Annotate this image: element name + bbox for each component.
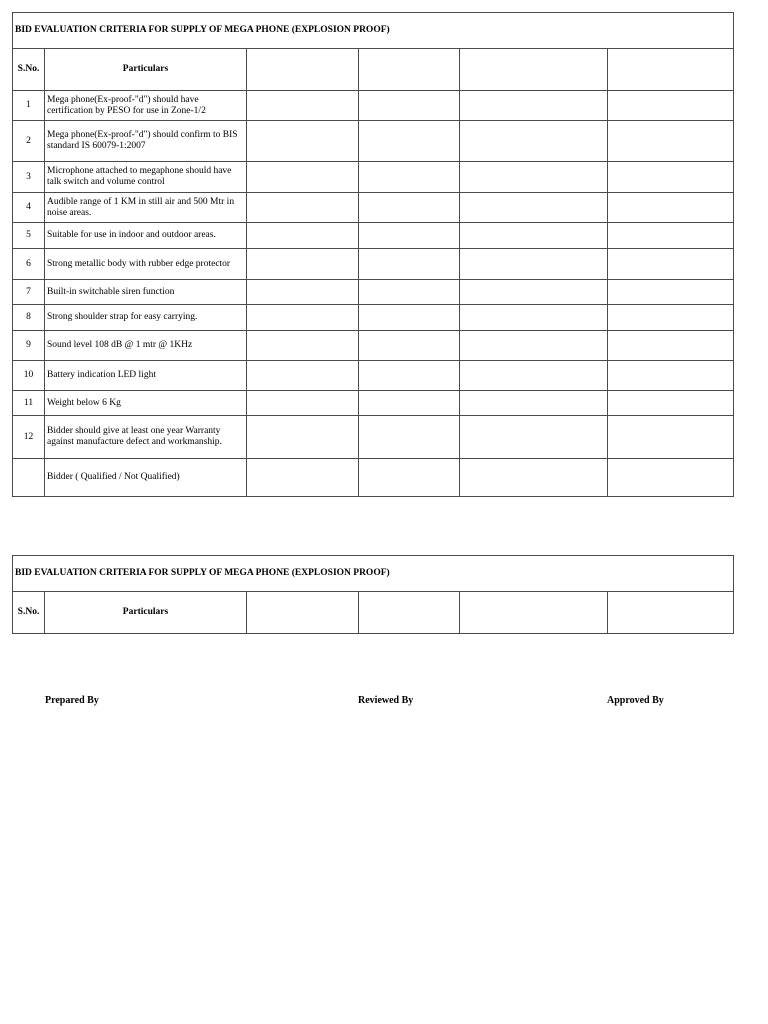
row-sno: 1 [13, 91, 45, 121]
bidder-column-cell [460, 223, 608, 249]
bidder-column-cell [460, 331, 608, 361]
bidder-column-cell [608, 223, 734, 249]
table-row [13, 391, 734, 416]
table-title: BID EVALUATION CRITERIA FOR SUPPLY OF MEGA PHONE (EXPLOSION PROOF) [13, 13, 734, 49]
bidder-column-cell [608, 391, 734, 416]
bidder-column-cell [359, 193, 460, 223]
bidder-column-cell [247, 305, 359, 331]
sno-header: S.No. [13, 49, 45, 91]
table-title: BID EVALUATION CRITERIA FOR SUPPLY OF MEGA PHONE (EXPLOSION PROOF) [13, 556, 734, 592]
bidder-column-cell [460, 249, 608, 280]
bidder-column-cell [247, 331, 359, 361]
bidder-column-cell [460, 193, 608, 223]
row-sno: 9 [13, 331, 45, 361]
row-particulars: Bidder ( Qualified / Not Qualified) [45, 459, 247, 497]
bidder-column-cell [247, 592, 359, 634]
row-particulars: Audible range of 1 KM in still air and 500 Mtr in noise areas. [45, 193, 247, 223]
bidder-column-cell [359, 223, 460, 249]
row-sno: 6 [13, 249, 45, 280]
bidder-column-cell [247, 416, 359, 459]
bidder-column-cell [359, 91, 460, 121]
bidder-column-cell [359, 162, 460, 193]
row-particulars: Battery indication LED light [45, 361, 247, 391]
bidder-column-cell [460, 91, 608, 121]
bidder-column-cell [608, 459, 734, 497]
table-row [13, 331, 734, 361]
row-particulars: Mega phone(Ex-proof-"d") should confirm to BIS standard IS 60079-1:2007 [45, 121, 247, 162]
bidder-column-cell [608, 49, 734, 91]
reviewed-by-label: Reviewed By [358, 695, 414, 706]
bidder-column-cell [359, 416, 460, 459]
bidder-column-cell [608, 280, 734, 305]
row-particulars: Sound level 108 dB @ 1 mtr @ 1KHz [45, 331, 247, 361]
bidder-column-cell [608, 193, 734, 223]
bidder-column-cell [460, 361, 608, 391]
bidder-column-cell [460, 459, 608, 497]
bidder-column-cell [247, 193, 359, 223]
bidder-column-cell [460, 592, 608, 634]
bidder-column-cell [247, 121, 359, 162]
bidder-column-cell [247, 49, 359, 91]
bidder-column-cell [359, 280, 460, 305]
bidder-column-cell [359, 121, 460, 162]
particulars-header: Particulars [45, 592, 247, 634]
bidder-column-cell [247, 280, 359, 305]
row-sno: 8 [13, 305, 45, 331]
row-particulars: Strong metallic body with rubber edge protector [45, 249, 247, 280]
bidder-column-cell [359, 49, 460, 91]
bidder-column-cell [460, 416, 608, 459]
bidder-column-cell [608, 305, 734, 331]
bidder-column-cell [608, 162, 734, 193]
bidder-column-cell [608, 592, 734, 634]
bidder-column-cell [359, 592, 460, 634]
bidder-column-cell [460, 391, 608, 416]
bidder-column-cell [359, 459, 460, 497]
bidder-column-cell [608, 331, 734, 361]
bidder-column-cell [608, 416, 734, 459]
row-particulars: Weight below 6 Kg [45, 391, 247, 416]
bidder-column-cell [359, 305, 460, 331]
table-row [13, 223, 734, 249]
bidder-column-cell [460, 305, 608, 331]
table-row [13, 361, 734, 391]
particulars-header: Particulars [45, 49, 247, 91]
table-row [13, 193, 734, 223]
bidder-column-cell [460, 162, 608, 193]
row-sno: 10 [13, 361, 45, 391]
bidder-column-cell [359, 249, 460, 280]
bid-evaluation-table [12, 12, 734, 497]
row-sno: 4 [13, 193, 45, 223]
bidder-column-cell [359, 391, 460, 416]
bidder-column-cell [359, 361, 460, 391]
bidder-column-cell [359, 331, 460, 361]
row-sno: 7 [13, 280, 45, 305]
bidder-column-cell [460, 49, 608, 91]
bidder-column-cell [247, 391, 359, 416]
row-sno: 2 [13, 121, 45, 162]
row-particulars: Microphone attached to megaphone should have talk switch and volume control [45, 162, 247, 193]
bidder-column-cell [460, 280, 608, 305]
table-row [13, 305, 734, 331]
table-row [13, 280, 734, 305]
approved-by-label: Approved By [607, 695, 664, 706]
bidder-column-cell [247, 223, 359, 249]
bidder-column-cell [608, 249, 734, 280]
bidder-column-cell [608, 361, 734, 391]
bidder-column-cell [247, 162, 359, 193]
bidder-column-cell [247, 91, 359, 121]
row-sno: 3 [13, 162, 45, 193]
row-particulars: Bidder should give at least one year Warranty against manufacture defect and workmanship. [45, 416, 247, 459]
table-row [13, 416, 734, 459]
row-particulars: Suitable for use in indoor and outdoor areas. [45, 223, 247, 249]
table-row [13, 91, 734, 121]
row-particulars: Strong shoulder strap for easy carrying. [45, 305, 247, 331]
row-sno: 11 [13, 391, 45, 416]
bidder-column-cell [247, 459, 359, 497]
bidder-column-cell [247, 249, 359, 280]
table-row [13, 249, 734, 280]
bidder-column-cell [608, 91, 734, 121]
row-particulars: Built-in switchable siren function [45, 280, 247, 305]
table-row [13, 121, 734, 162]
bid-evaluation-table-2 [12, 555, 734, 634]
table-row [13, 162, 734, 193]
bidder-column-cell [460, 121, 608, 162]
row-particulars: Mega phone(Ex-proof-"d") should have certification by PESO for use in Zone-1/2 [45, 91, 247, 121]
row-sno [13, 459, 45, 497]
sno-header: S.No. [13, 592, 45, 634]
bidder-column-cell [247, 361, 359, 391]
row-sno: 5 [13, 223, 45, 249]
prepared-by-label: Prepared By [45, 695, 99, 706]
row-sno: 12 [13, 416, 45, 459]
bidder-column-cell [608, 121, 734, 162]
table-row [13, 459, 734, 497]
